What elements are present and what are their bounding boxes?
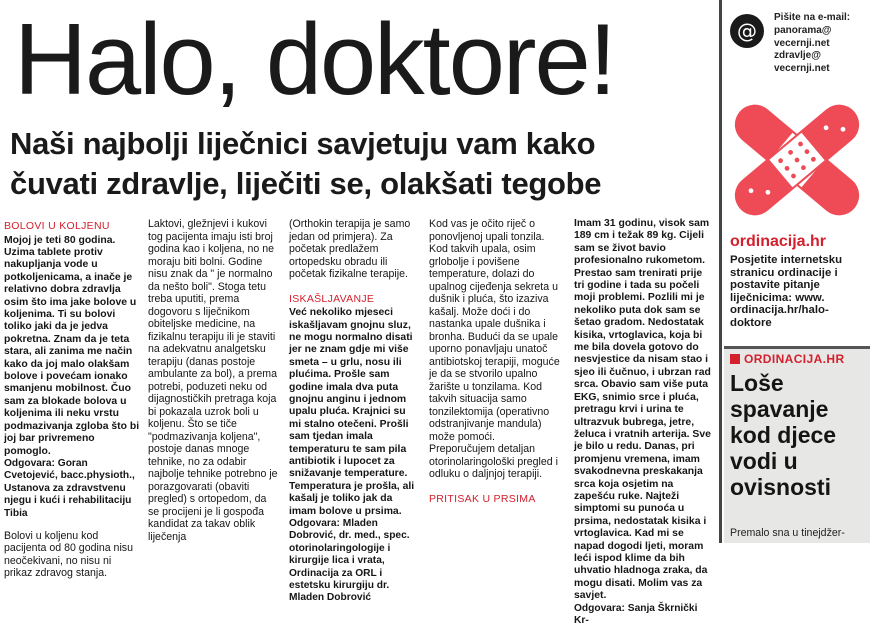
answer-text: Laktovi, gležnjevi i kukovi tog pacijenta imaju isti broj godina kao i koljena, no ne moraju biti bolni. Godine nisu znak da " je normalno da nešto boli". Stoga tetu treba uputiti, prema dogovoru s liječnikom obiteljske medicine, na fizikalnu terapiju ili je staviti na adekvatnu analgetsku terapiju (danas postoje ambulante za bol), a prema potrebi, poduzeti neku od dijagnostičkih pretraga koja bi pokazala uzrok boli u koljenu. Što se tiče "podmazivanja koljena", postoje danas mnoge tehnike, no za odabir najbolje tehnike potrebno je porazgovarati (obaviti pregled) s ortopedom, da se procijeni je li gospođa kandidat za takav oblik liječenja (148, 218, 278, 543)
ordinacija-link[interactable]: ordinacija.hr (730, 233, 827, 250)
answer-text: Kod vas je očito riječ o ponovljenoj upali tonzila. Kod takvih upala, osim grlobolje i povišene temperature, dolazi do upalnog cijeđenja sekreta u dušnik i pluća, što izaziva kašalj. Može doći i do nastanka upale dušnika i bronha. Budući da se upale uporno ponavljaju unatoč antibiotskoj terapiji, moguće je da se stvorilo upalno žarište u tonzilama. Kod takvih situacija samo tonzilektomija (operativno odstranjivanje mandula) može pomoći. Preporučujem detaljan otorinolaringološki pregled i odluku o daljnjoj terapiji. (429, 218, 560, 480)
square-icon (730, 354, 740, 364)
answer-text: (Orthokin terapija je samo jedan od primjera). Za početak predlažem ortopedsku obradu ili početak fizikalne terapije. (289, 218, 411, 280)
answerer-signature: Odgovara: Sanja Škrnički Kr- (574, 602, 698, 626)
contact-email-zdravlje[interactable]: zdravlje@ vecernji.net (774, 50, 830, 75)
contact-box (774, 12, 870, 76)
article-column-5 (574, 218, 714, 626)
article-column-3 (289, 218, 419, 604)
section-kicker-cough: ISKAŠLJAVANJE (289, 292, 375, 305)
promo-teaser: Premalo sna u tinejdžer- (730, 527, 845, 539)
subheadline-line-1: Naši najbolji liječnici savjetuju vam kako (10, 126, 596, 161)
at-icon: @ (730, 14, 764, 48)
subheadline (10, 124, 722, 204)
contact-email-panorama[interactable]: panorama@ vecernji.net (774, 24, 832, 49)
section-kicker-chest-pressure: PRITISAK U PRSIMA (429, 492, 536, 505)
sidebar (724, 0, 870, 543)
article-column-2 (148, 218, 280, 548)
bandage-icon (728, 98, 866, 222)
ordinacija-invite-text: Posjetite internetsku stranicu ordinacije i postavite pitanje liječnicima: www. ordinacija.hr/halo-doktore (730, 254, 843, 329)
reader-question-cough: Već nekoliko mjeseci iskašljavam gnojnu sluz, ne mogu normalno disati jer ne znam gdje mi više smeta – u grlu, nosu ili plućima. Prošle sam godine imala dva puta gnojnu anginu i jednom upalu pluća. Krajnici su mi stalno otečeni. Prošli sam tjedan imala temperaturu te sam pila antibiotik i lupocet za snižavanje temperature. Temperatura je prošla, ali kašalj je toliko jak da imam bolove u prsima. (289, 307, 415, 517)
answerer-signature: Odgovara: Goran Cvetojević, bacc.physioth., Ustanova za zdravstvenu njegu i kući i rehabilitaciju Tibia (4, 457, 135, 519)
promo-top-rule (724, 346, 870, 349)
promo-label: ORDINACIJA.HR (730, 352, 845, 366)
column-divider (719, 0, 722, 543)
reader-question-knee-pain: Mojoj je teti 80 godina. Uzima tablete protiv nakupljanja vode u potkoljenicama, a inače je relativno dobra zdravlja osim što ima jake bolove u koljenima. Ti su bolovi toliko jaki da je jedva pokretna. Znam da je teta stara, ali zanima me način kako da joj malo olakšam bolove i povećam ionako smanjenu mobilnost. Čuo sam za blokade bolova u koljenima ili neku vrstu podmazivanja zgloba što bi joj bar privremeno pomoglo. (4, 234, 140, 457)
answerer-signature: Odgovara: Mladen Dobrović, dr. med., spec. otorinolaringologije i kirurgije lica i vrata, Ordinacija za ORL i estetsku kirurgiju dr. Mladen Dobrović (289, 518, 410, 604)
article-column-4 (429, 218, 561, 548)
headline: Halo, doktore! (14, 4, 615, 116)
article-column-1 (4, 218, 142, 580)
promo-title[interactable]: Loše spavanje kod djece vodi u ovisnosti (730, 370, 837, 500)
reader-question-chest-pressure: Imam 31 godinu, visok sam 189 cm i težak 89 kg. Cijeli sam se život bavio profesionalno rukometom. Prestao sam trenirati prije tri godine i tada su počeli moji problemi. Pozlili mi je nekoliko puta dok sam se šetao gradom. Nedostatak kisika, vrtoglavica, koja bi me bila dovela gotovo do nesvjestice da nisam stao i sjeo ili čučnuo, i ubrzan rad srca. Obavio sam više puta EKG, snimio srce i pluća, pretragu krvi i urina te ultrazvuk bubrega, jetre, želuca i vratnih arterija. Sve je bilo u redu. Danas, pri promjenu vremena, imam svakodnevna preskakanja srca koja osjetim na zapešću ruke. Najteži simptomi su punoća u prsima, nedostatak kisika i vrtoglavica. Kad mi se napad dogodi ljeti, moram leći ispod klime da bih uhvatio hladnoga zraka, da mogu disati. Molim vas za savjet. (574, 218, 711, 602)
answer-text: Bolovi u koljenu kod pacijenta od 80 godina nisu neočekivani, no nisu ni prikaz zdravog stanja. (4, 529, 133, 580)
subheadline-line-2: čuvati zdravlje, liječiti se, olakšati tegobe (10, 166, 602, 201)
contact-label: Pišite na e-mail: (774, 12, 851, 23)
section-kicker-knee-pain: BOLOVI U KOLJENU (4, 220, 110, 232)
